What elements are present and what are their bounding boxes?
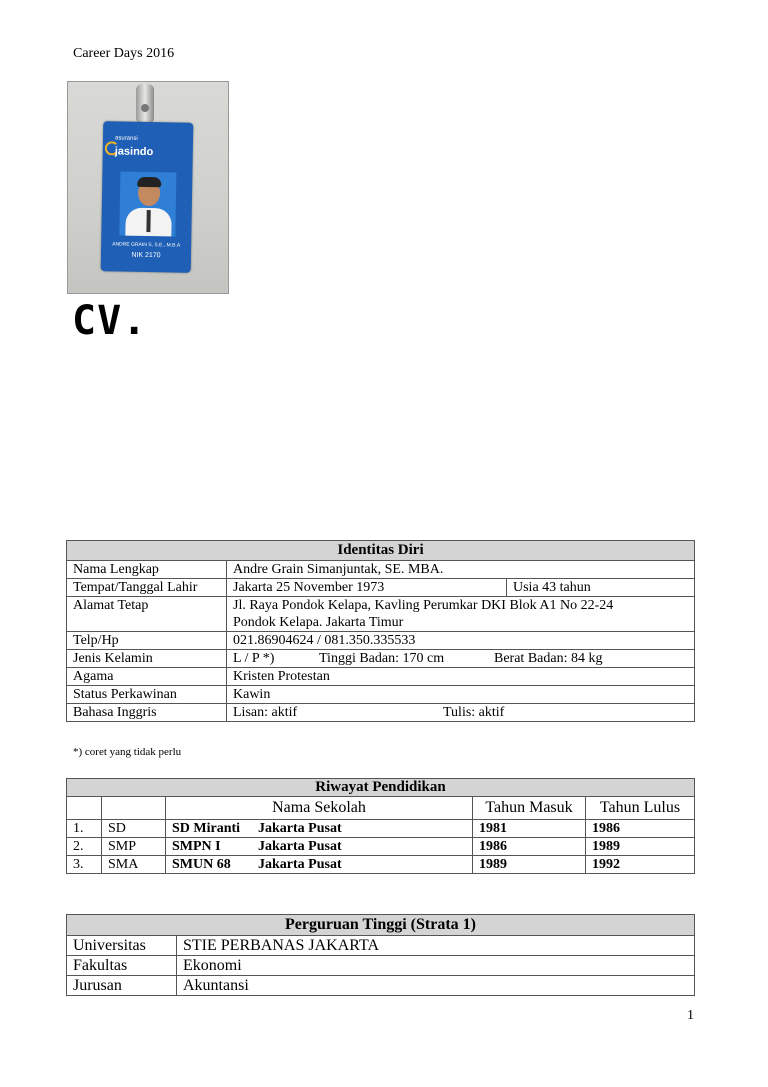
alamat-line2: Pondok Kelapa. Jakarta Timur bbox=[233, 615, 404, 630]
fakultas-value: Ekonomi bbox=[177, 956, 695, 976]
usia-value: Usia 43 tahun bbox=[507, 579, 695, 597]
university-table bbox=[66, 914, 695, 996]
empty-cell bbox=[102, 797, 166, 820]
row-no: 1. bbox=[67, 820, 102, 838]
row-level: SMP bbox=[102, 838, 166, 856]
row-out: 1992 bbox=[586, 856, 695, 874]
bahasa-row bbox=[227, 704, 695, 722]
row-in: 1986 bbox=[473, 838, 586, 856]
col-in: Tahun Masuk bbox=[473, 797, 586, 820]
footnote: *) coret yang tidak perlu bbox=[73, 746, 182, 758]
alamat-line1: Jl. Raya Pondok Kelapa, Kavling Perumkar DKI Blok A1 No 22-24 bbox=[233, 598, 614, 613]
row-out: 1986 bbox=[586, 820, 695, 838]
row-out: 1989 bbox=[586, 838, 695, 856]
fakultas-label: Fakultas bbox=[67, 956, 177, 976]
nama-label: Nama Lengkap bbox=[67, 561, 227, 579]
telp-label: Telp/Hp bbox=[67, 632, 227, 650]
education-heading: Riwayat Pendidikan bbox=[67, 779, 695, 797]
identity-table bbox=[66, 540, 695, 722]
col-out: Tahun Lulus bbox=[586, 797, 695, 820]
universitas-label: Universitas bbox=[67, 936, 177, 956]
cv-title: CV. bbox=[72, 298, 148, 344]
empty-cell bbox=[67, 797, 102, 820]
university-heading: Perguruan Tinggi (Strata 1) bbox=[67, 915, 695, 936]
table-row bbox=[67, 838, 695, 856]
table-row bbox=[67, 856, 695, 874]
jurusan-label: Jurusan bbox=[67, 976, 177, 996]
alamat-label: Alamat Tetap bbox=[67, 597, 227, 632]
row-no: 3. bbox=[67, 856, 102, 874]
agama-value: Kristen Protestan bbox=[227, 668, 695, 686]
row-level: SMA bbox=[102, 856, 166, 874]
tinggi-value: Tinggi Badan: 170 cm bbox=[319, 651, 445, 666]
portrait-photo bbox=[119, 172, 176, 237]
document-header: Career Days 2016 bbox=[73, 46, 175, 61]
agama-label: Agama bbox=[67, 668, 227, 686]
table-row bbox=[67, 820, 695, 838]
education-table bbox=[66, 778, 695, 874]
tulis-value: Tulis: aktif bbox=[443, 705, 505, 720]
row-school: SD Miranti Jakarta Pusat bbox=[166, 820, 473, 838]
jk-row bbox=[227, 650, 695, 668]
row-school: SMPN I Jakarta Pusat bbox=[166, 838, 473, 856]
id-card bbox=[101, 121, 194, 273]
row-in: 1981 bbox=[473, 820, 586, 838]
row-level: SD bbox=[102, 820, 166, 838]
telp-value: 021.86904624 / 081.350.335533 bbox=[227, 632, 695, 650]
card-nik: NIK 2170 bbox=[131, 251, 161, 260]
berat-value: Berat Badan: 84 kg bbox=[494, 651, 603, 666]
jurusan-value: Akuntansi bbox=[177, 976, 695, 996]
bahasa-label: Bahasa Inggris bbox=[67, 704, 227, 722]
alamat-value bbox=[227, 597, 695, 632]
row-no: 2. bbox=[67, 838, 102, 856]
ttl-label: Tempat/Tanggal Lahir bbox=[67, 579, 227, 597]
lisan-value: Lisan: aktif bbox=[233, 705, 298, 720]
jk-value: L / P *) bbox=[233, 651, 275, 666]
row-school: SMUN 68 Jakarta Pusat bbox=[166, 856, 473, 874]
page-number: 1 bbox=[687, 1008, 694, 1023]
status-label: Status Perkawinan bbox=[67, 686, 227, 704]
ttl-value: Jakarta 25 November 1973 bbox=[227, 579, 507, 597]
col-school: Nama Sekolah bbox=[166, 797, 473, 820]
identity-heading: Identitas Diri bbox=[67, 541, 695, 561]
nama-value: Andre Grain Simanjuntak, SE. MBA. bbox=[227, 561, 695, 579]
universitas-value: STIE PERBANAS JAKARTA bbox=[177, 936, 695, 956]
jk-label: Jenis Kelamin bbox=[67, 650, 227, 668]
badge-clip bbox=[136, 84, 154, 124]
id-card-photo bbox=[67, 81, 229, 294]
card-brand: asuransi jasindo bbox=[114, 135, 154, 159]
status-value: Kawin bbox=[227, 686, 695, 704]
card-name: ANDRE GRAIN S, S.E., M.B.A bbox=[112, 241, 181, 249]
row-in: 1989 bbox=[473, 856, 586, 874]
